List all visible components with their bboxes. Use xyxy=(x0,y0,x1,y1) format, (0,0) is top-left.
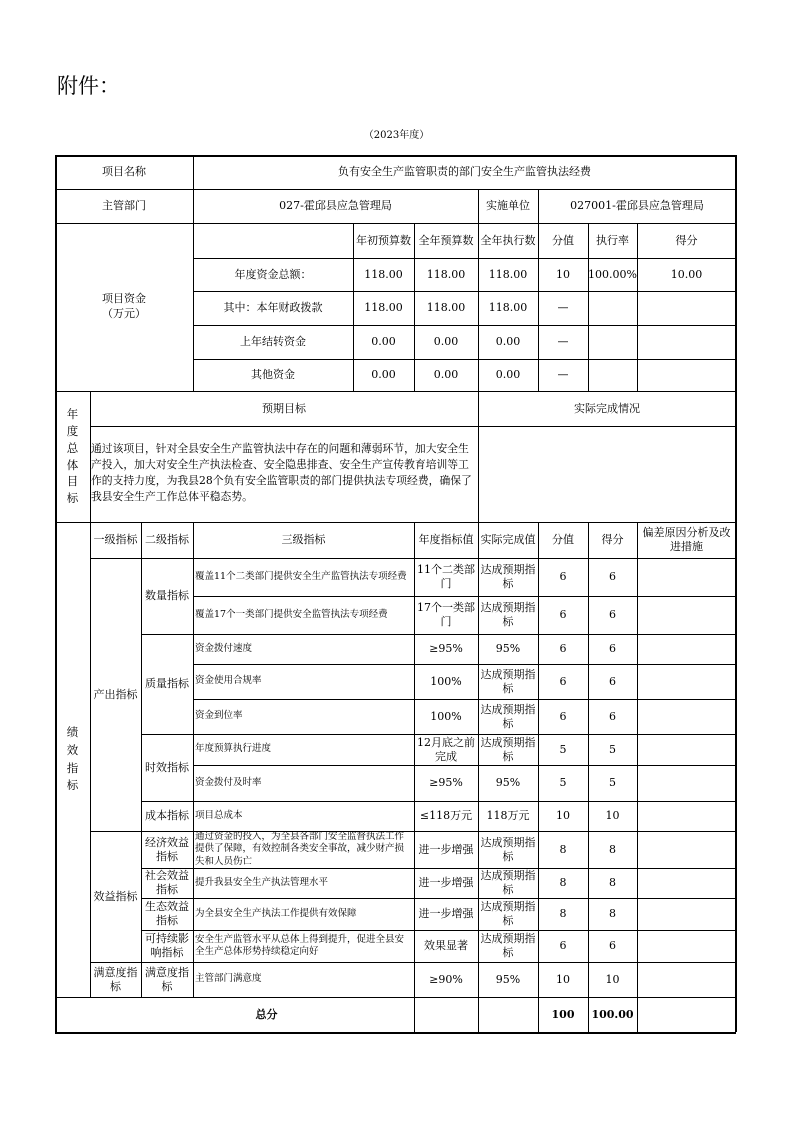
funds-row-init: 118.00 xyxy=(364,301,403,315)
total-score: 100.00 xyxy=(591,1007,634,1021)
indicator-actual: 达成预期指标 xyxy=(480,869,536,896)
funds-row-rate xyxy=(588,325,637,359)
funds-row-full: 118.00 xyxy=(426,301,466,315)
indicator-name: 覆盖17个一类部门提供安全监管执法专项经费 xyxy=(195,608,388,620)
level2-cell: 数量指标 xyxy=(145,589,189,603)
funds-row-value: — xyxy=(557,335,569,349)
col-score-value: 分值 xyxy=(552,233,574,247)
goals-label: 年度总体目标 xyxy=(66,407,79,505)
impl-label: 实施单位 xyxy=(486,199,530,213)
funds-label-line: 项目资金 xyxy=(102,292,146,306)
funds-label xyxy=(55,223,193,391)
expected-text: 通过该项目，针对全县安全生产监管执法中存在的问题和薄弱环节，加大安全生产投入，加大对安全生产执法检查、安全隐患排查、安全生产宣传教育培训等工作的支持力度，为我县28个负有安全监管职责的部门提供执法专项经费，确保了我县安全生产工作总体平稳态势。 xyxy=(91,442,472,503)
funds-row-full: 0.00 xyxy=(433,335,459,349)
indicator-score: 6 xyxy=(609,608,616,622)
indicator-actual: 达成预期指标 xyxy=(480,667,536,695)
total-value: 100 xyxy=(551,1007,575,1021)
h-actual: 实际完成值 xyxy=(480,533,536,547)
funds-row-exec: 118.00 xyxy=(488,301,528,315)
actual-text xyxy=(478,426,736,522)
indicator-actual: 95% xyxy=(495,972,521,986)
h-level1: 一级指标 xyxy=(93,533,138,547)
indicator-actual: 达成预期指标 xyxy=(480,900,536,927)
year-label: （2023年度） xyxy=(363,130,430,141)
level2-cell: 质量指标 xyxy=(145,677,189,691)
indicator-actual: 达成预期指标 xyxy=(480,835,536,863)
funds-row-value: 10 xyxy=(556,267,570,281)
indicator-value: 5 xyxy=(559,742,567,756)
total-label: 总分 xyxy=(255,1007,278,1021)
indicator-score: 6 xyxy=(609,939,616,953)
funds-row-rate: 100.00% xyxy=(588,267,637,281)
indicator-target: 进一步增强 xyxy=(418,876,474,890)
funds-row-score xyxy=(637,359,736,391)
perf-label: 绩效指标 xyxy=(66,724,79,793)
h-score: 得分 xyxy=(601,533,624,547)
funds-row-init: 118.00 xyxy=(364,267,403,281)
h-reason: 偏差原因分析及改进措施 xyxy=(642,526,731,553)
attachment-label: 附件： xyxy=(57,74,120,98)
indicator-actual: 达成预期指标 xyxy=(480,932,536,959)
funds-row-score xyxy=(637,325,736,359)
indicator-score: 8 xyxy=(609,876,616,890)
level2-cell: 时效指标 xyxy=(145,760,189,774)
indicator-value: 8 xyxy=(559,876,567,890)
funds-row-label: 年度资金总额： xyxy=(234,267,312,281)
funds-row-full: 0.00 xyxy=(433,368,459,382)
indicator-value: 6 xyxy=(559,674,567,688)
indicator-score: 6 xyxy=(609,642,616,656)
indicator-score: 10 xyxy=(605,809,620,823)
indicator-name: 资金使用合规率 xyxy=(195,675,262,687)
level1-cell: 效益指标 xyxy=(93,889,138,903)
funds-row-score xyxy=(637,291,736,325)
indicator-actual: 达成预期指标 xyxy=(480,735,536,763)
level2-cell: 满意度指标 xyxy=(145,965,189,993)
indicator-actual: 达成预期指标 xyxy=(480,702,536,730)
indicator-target: ≥90% xyxy=(429,972,463,986)
funds-row-exec: 118.00 xyxy=(488,267,528,281)
level2-cell: 成本指标 xyxy=(145,809,189,823)
indicator-value: 10 xyxy=(556,972,570,986)
rule-h xyxy=(55,1032,736,1034)
funds-row-label: 上年结转资金 xyxy=(240,335,306,349)
funds-row-value: — xyxy=(557,368,569,382)
indicator-actual: 达成预期指标 xyxy=(480,563,536,590)
indicator-name: 资金到位率 xyxy=(195,710,243,722)
indicator-value: 6 xyxy=(559,939,567,953)
indicator-value: 5 xyxy=(559,776,567,790)
level2-cell: 生态效益指标 xyxy=(145,900,189,927)
indicator-score: 6 xyxy=(609,570,616,584)
indicator-name: 年度预算执行进度 xyxy=(195,743,272,755)
indicator-score: 5 xyxy=(609,742,616,756)
indicator-name: 资金拨付及时率 xyxy=(195,776,262,788)
indicator-value: 6 xyxy=(559,642,567,656)
dept-label: 主管部门 xyxy=(102,199,146,213)
project-name-value: 负有安全生产监管职责的部门安全生产监管执法经费 xyxy=(338,165,591,179)
indicator-score: 6 xyxy=(609,674,616,688)
indicator-target: 17个一类部门 xyxy=(417,601,475,628)
funds-row-init: 0.00 xyxy=(371,335,396,349)
indicator-name: 项目总成本 xyxy=(195,809,243,821)
col-exec: 全年执行数 xyxy=(480,233,536,247)
indicator-target: 进一步增强 xyxy=(418,842,474,856)
impl-value: 027001-霍邱县应急管理局 xyxy=(570,199,704,213)
indicator-target: ≥95% xyxy=(429,776,463,790)
indicator-score: 10 xyxy=(605,972,620,986)
indicator-score: 5 xyxy=(609,776,616,790)
indicator-target: ≤118万元 xyxy=(419,809,473,823)
level2-cell: 经济效益指标 xyxy=(145,835,189,863)
level2-cell: 社会效益指标 xyxy=(145,869,189,896)
actual-label: 实际完成情况 xyxy=(574,401,640,415)
level1-cell: 满意度指标 xyxy=(93,965,138,993)
indicator-target: 效果显著 xyxy=(424,939,468,953)
indicator-target: 11个二类部门 xyxy=(417,563,475,590)
indicator-value: 8 xyxy=(559,907,567,921)
funds-row-label: 其他资金 xyxy=(251,368,295,382)
indicator-value: 6 xyxy=(559,709,567,723)
indicator-score: 6 xyxy=(609,709,616,723)
project-name-label: 项目名称 xyxy=(102,165,146,179)
expected-label: 预期目标 xyxy=(262,401,306,415)
funds-row-rate xyxy=(588,359,637,391)
rule-v xyxy=(637,522,638,1032)
indicator-value: 8 xyxy=(559,842,567,856)
funds-row-score: 10.00 xyxy=(670,267,703,281)
col-budget-init: 年初预算数 xyxy=(356,233,411,247)
indicator-value: 6 xyxy=(559,570,567,584)
indicator-name: 资金拨付速度 xyxy=(195,642,253,654)
indicator-name: 提升我县安全生产执法管理水平 xyxy=(195,876,329,888)
funds-row-rate xyxy=(588,291,637,325)
indicator-actual: 95% xyxy=(495,776,521,790)
indicator-name: 覆盖11个二类部门提供安全生产监管执法专项经费 xyxy=(195,570,407,582)
indicator-target: 12月底之前完成 xyxy=(417,735,475,763)
h-level2: 二级指标 xyxy=(145,533,189,547)
funds-row-exec: 0.00 xyxy=(495,368,521,382)
dept-value: 027-霍邱县应急管理局 xyxy=(279,199,392,213)
indicator-actual: 达成预期指标 xyxy=(480,601,536,628)
indicator-name: 通过资金的投入，为全县各部门安全监督执法工作提供了保障，有效控制各类安全事故，减少财产损失和人员伤亡 xyxy=(195,831,405,867)
indicator-target: ≥95% xyxy=(429,642,463,656)
indicator-target: 100% xyxy=(430,674,462,688)
h-level3: 三级指标 xyxy=(281,533,326,547)
level2-cell: 可持续影响指标 xyxy=(145,932,189,959)
col-score: 得分 xyxy=(675,233,698,247)
funds-row-full: 118.00 xyxy=(426,267,466,281)
h-target: 年度指标值 xyxy=(418,533,474,547)
indicator-score: 8 xyxy=(609,842,616,856)
funds-row-label: 其中：本年财政拨款 xyxy=(223,301,323,315)
indicator-target: 进一步增强 xyxy=(418,907,474,921)
funds-label-line: （万元） xyxy=(102,307,146,320)
indicator-target: 100% xyxy=(430,709,462,723)
indicator-score: 8 xyxy=(609,907,616,921)
indicator-actual: 118万元 xyxy=(486,809,530,823)
indicator-value: 10 xyxy=(556,809,570,823)
funds-row-exec: 0.00 xyxy=(495,335,521,349)
col-budget-full: 全年预算数 xyxy=(418,233,474,247)
indicator-name: 安全生产监管水平从总体上得到提升，促进全县安全生产总体形势持续稳定向好 xyxy=(195,933,405,957)
indicator-actual: 95% xyxy=(495,642,521,656)
level1-cell: 产出指标 xyxy=(93,687,138,701)
funds-row-init: 0.00 xyxy=(371,368,396,382)
funds-row-value: — xyxy=(557,301,569,315)
col-exec-rate: 执行率 xyxy=(596,233,629,247)
indicator-name: 为全县安全生产执法工作提供有效保障 xyxy=(195,907,357,919)
h-value: 分值 xyxy=(552,533,574,547)
indicator-value: 6 xyxy=(559,608,567,622)
indicator-name: 主管部门满意度 xyxy=(195,973,262,985)
